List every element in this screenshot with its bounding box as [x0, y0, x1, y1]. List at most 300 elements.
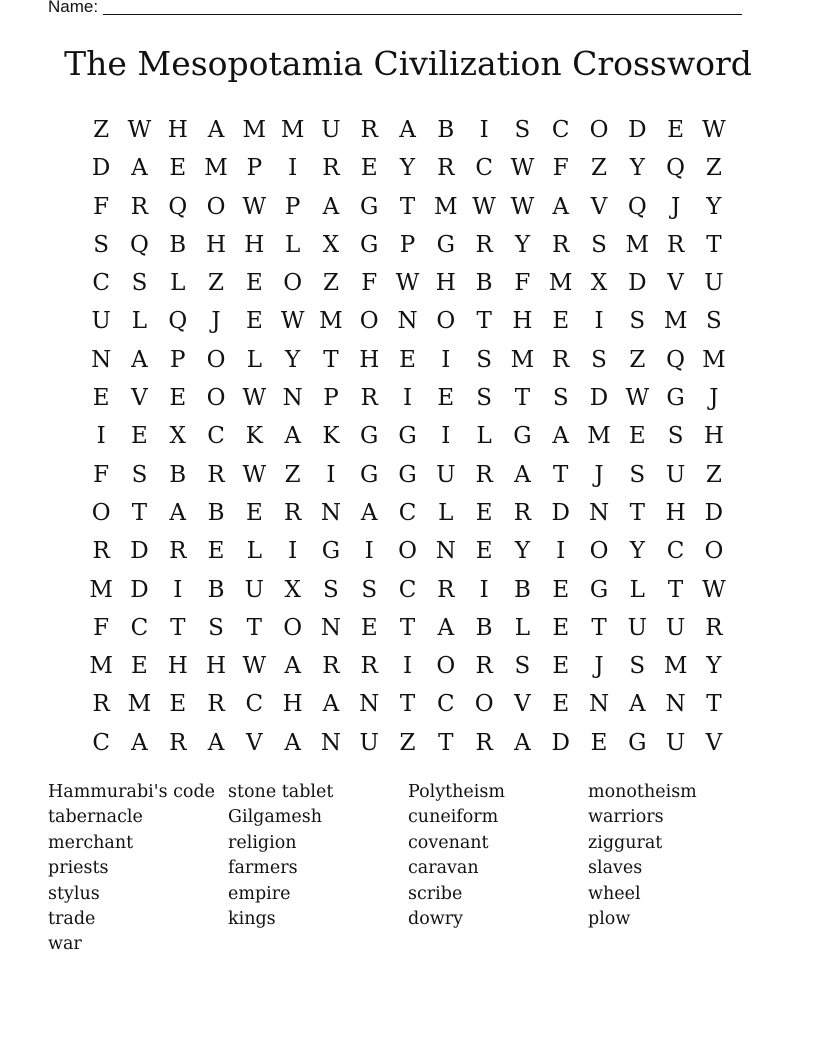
grid-cell[interactable]: E	[245, 308, 263, 335]
grid-cell[interactable]: P	[399, 231, 416, 258]
grid-cell[interactable]: K	[322, 423, 340, 450]
grid-cell[interactable]: A	[322, 193, 340, 220]
grid-cell[interactable]: Y	[399, 155, 416, 182]
grid-cell[interactable]: I	[479, 576, 489, 603]
grid-cell[interactable]: H	[167, 117, 188, 143]
grid-cell[interactable]: H	[359, 346, 380, 373]
grid-cell[interactable]: T	[553, 461, 569, 488]
grid-cell[interactable]: W	[395, 270, 420, 297]
grid-cell[interactable]: Q	[666, 155, 686, 182]
grid-cell[interactable]: R	[475, 231, 493, 258]
grid-cell[interactable]: Y	[514, 231, 530, 258]
grid-cell[interactable]: X	[169, 423, 186, 450]
grid-cell[interactable]: I	[556, 538, 566, 565]
grid-cell[interactable]: T	[438, 729, 454, 756]
grid-cell[interactable]: U	[244, 576, 265, 603]
grid-cell[interactable]: G	[321, 538, 341, 565]
grid-cell[interactable]: Z	[591, 155, 607, 182]
grid-cell[interactable]: S	[629, 461, 646, 488]
name-underline	[103, 14, 742, 15]
grid-cell[interactable]: W	[242, 653, 267, 680]
grid-cell[interactable]: T	[323, 346, 339, 373]
grid-cell[interactable]: V	[667, 270, 684, 297]
grid-cell[interactable]: L	[284, 231, 301, 258]
grid-cell[interactable]: W	[242, 461, 267, 488]
grid-cell[interactable]: E	[131, 653, 148, 680]
grid-cell[interactable]: C	[130, 614, 149, 641]
grid-cell[interactable]: P	[246, 155, 263, 182]
grid-cell[interactable]: W	[625, 385, 650, 412]
grid-cell[interactable]: E	[552, 691, 570, 718]
grid-cell[interactable]: A	[284, 729, 301, 756]
grid-cell[interactable]: R	[666, 231, 685, 258]
grid-cell[interactable]: I	[173, 576, 183, 603]
grid-cell[interactable]: D	[130, 538, 149, 565]
grid-cell[interactable]: H	[206, 653, 227, 680]
grid-cell[interactable]: D	[704, 499, 724, 526]
word-list-item: merchant	[48, 832, 134, 853]
grid-cell[interactable]: W	[510, 155, 535, 182]
grid-cell[interactable]: S	[591, 231, 607, 258]
grid-cell[interactable]: I	[364, 538, 374, 565]
grid-cell[interactable]: G	[360, 461, 379, 488]
grid-cell[interactable]: G	[360, 231, 379, 258]
grid-cell[interactable]: A	[207, 117, 225, 143]
grid-cell[interactable]: T	[706, 231, 722, 258]
grid-cell[interactable]: T	[667, 576, 684, 603]
grid-cell[interactable]: S	[476, 385, 492, 412]
grid-cell[interactable]: U	[704, 270, 724, 297]
grid-cell[interactable]: M	[319, 308, 343, 335]
grid-cell[interactable]: W	[242, 193, 267, 220]
grid-cell[interactable]: Y	[514, 538, 530, 565]
grid-cell[interactable]: S	[361, 576, 378, 603]
grid-cell[interactable]: S	[208, 614, 224, 641]
grid-cell[interactable]: I	[326, 461, 336, 488]
grid-cell[interactable]: N	[397, 308, 418, 335]
grid-cell[interactable]: L	[170, 270, 186, 297]
grid-cell[interactable]: B	[169, 231, 187, 258]
grid-cell[interactable]: X	[322, 231, 340, 258]
grid-cell[interactable]: N	[359, 691, 380, 718]
grid-cell[interactable]: V	[705, 729, 723, 756]
grid-cell[interactable]: E	[131, 423, 148, 450]
grid-cell[interactable]: Z	[705, 461, 722, 488]
grid-cell[interactable]: U	[665, 614, 686, 641]
grid-cell[interactable]: C	[245, 691, 264, 718]
grid-cell[interactable]: G	[398, 461, 417, 488]
grid-cell[interactable]: T	[399, 691, 416, 718]
grid-cell[interactable]: E	[169, 155, 187, 182]
grid-cell[interactable]: U	[321, 117, 341, 143]
grid-cell[interactable]: W	[510, 193, 535, 220]
word-list-item: warriors	[588, 807, 664, 828]
grid-cell[interactable]: M	[702, 346, 726, 373]
grid-cell[interactable]: E	[360, 155, 378, 182]
grid-cell[interactable]: R	[437, 155, 455, 182]
grid-cell[interactable]: J	[670, 193, 681, 220]
grid-cell[interactable]: R	[130, 193, 149, 220]
grid-cell[interactable]: E	[207, 538, 225, 565]
grid-cell[interactable]: S	[667, 423, 684, 450]
grid-cell[interactable]: W	[127, 117, 152, 143]
name-field[interactable]	[48, 0, 742, 19]
grid-cell[interactable]: S	[131, 461, 148, 488]
grid-cell[interactable]: A	[284, 653, 301, 680]
grid-cell[interactable]: T	[514, 385, 531, 412]
grid-cell[interactable]: A	[284, 423, 301, 450]
grid-cell[interactable]: Y	[706, 653, 722, 680]
grid-cell[interactable]: P	[323, 385, 339, 412]
grid-cell[interactable]: E	[475, 499, 493, 526]
grid-cell[interactable]: F	[93, 614, 110, 641]
grid-cell[interactable]: Q	[168, 308, 188, 335]
grid-cell[interactable]: O	[91, 499, 111, 526]
grid-cell[interactable]: C	[92, 270, 110, 297]
grid-cell[interactable]: E	[552, 576, 570, 603]
grid-cell[interactable]: J	[594, 653, 604, 680]
grid-cell[interactable]: U	[627, 614, 647, 641]
grid-cell[interactable]: N	[665, 691, 686, 718]
grid-cell[interactable]: M	[127, 691, 152, 718]
grid-cell[interactable]: M	[663, 653, 688, 680]
grid-cell[interactable]: N	[320, 614, 341, 641]
grid-cell[interactable]: Z	[208, 270, 225, 297]
grid-cell[interactable]: Q	[168, 193, 188, 220]
grid-cell[interactable]: C	[207, 423, 225, 450]
grid-cell[interactable]: E	[360, 614, 378, 641]
grid-cell[interactable]: C	[398, 499, 417, 526]
grid-cell[interactable]: A	[131, 729, 148, 756]
grid-cell[interactable]: I	[402, 385, 413, 412]
grid-cell[interactable]: M	[89, 576, 113, 603]
grid-cell[interactable]: N	[320, 729, 341, 756]
grid-cell[interactable]: R	[169, 538, 187, 565]
grid-cell[interactable]: T	[629, 499, 645, 526]
grid-cell[interactable]: Q	[130, 231, 149, 258]
grid-cell[interactable]: O	[436, 653, 456, 680]
grid-cell[interactable]: T	[591, 614, 607, 641]
grid-cell[interactable]: M	[204, 155, 228, 182]
grid-cell[interactable]: N	[282, 385, 303, 412]
grid-cell[interactable]: C	[92, 729, 110, 756]
grid-cell[interactable]: W	[702, 117, 726, 143]
grid-cell[interactable]: E	[552, 308, 570, 335]
grid-cell[interactable]: A	[131, 155, 148, 182]
grid-cell[interactable]: C	[437, 691, 455, 718]
word-list-item: Hammurabi's code	[48, 782, 216, 802]
grid-cell[interactable]: S	[514, 653, 531, 680]
grid-cell[interactable]: M	[587, 423, 611, 450]
grid-cell[interactable]: E	[92, 385, 110, 412]
grid-cell[interactable]: D	[551, 729, 570, 756]
grid-cell[interactable]: A	[207, 729, 225, 756]
grid-cell[interactable]: O	[474, 691, 494, 718]
grid-cell[interactable]: A	[514, 729, 531, 756]
grid-cell[interactable]: B	[437, 117, 455, 143]
grid-cell[interactable]: U	[436, 461, 456, 488]
grid-cell[interactable]: H	[665, 499, 686, 526]
grid-cell[interactable]: G	[436, 231, 455, 258]
grid-cell[interactable]: H	[282, 691, 303, 718]
grid-cell[interactable]: A	[169, 499, 187, 526]
word-list-item: tabernacle	[48, 807, 143, 828]
grid-cell[interactable]: L	[131, 308, 148, 335]
grid-cell[interactable]: J	[709, 385, 719, 412]
grid-cell[interactable]: C	[551, 117, 570, 143]
grid-cell[interactable]: R	[705, 614, 723, 641]
grid-cell[interactable]: F	[93, 193, 110, 220]
grid-cell[interactable]: A	[131, 346, 148, 373]
grid-cell[interactable]: U	[665, 461, 686, 488]
grid-cell[interactable]: S	[629, 308, 646, 335]
grid-cell[interactable]: H	[244, 231, 265, 258]
grid-cell[interactable]: L	[246, 538, 262, 565]
word-list-item: dowry	[408, 908, 463, 929]
grid-cell[interactable]: V	[246, 729, 263, 756]
grid-cell[interactable]: O	[436, 308, 456, 335]
grid-cell[interactable]: Z	[93, 117, 110, 143]
word-list-item: covenant	[408, 832, 489, 853]
grid-cell[interactable]: T	[170, 614, 186, 641]
grid-cell[interactable]: A	[552, 423, 570, 450]
grid-cell[interactable]: H	[435, 270, 456, 297]
grid-cell[interactable]: V	[514, 691, 531, 718]
grid-cell[interactable]: E	[169, 691, 187, 718]
grid-cell[interactable]: Y	[629, 155, 645, 182]
grid-cell[interactable]: R	[169, 729, 187, 756]
grid-cell[interactable]: F	[514, 270, 531, 297]
grid-cell[interactable]: G	[398, 423, 417, 450]
grid-cell[interactable]: N	[588, 691, 610, 718]
grid-cell[interactable]: T	[246, 614, 262, 641]
grid-cell[interactable]: K	[245, 423, 263, 450]
grid-cell[interactable]: E	[399, 346, 416, 373]
grid-cell[interactable]: H	[703, 423, 724, 450]
grid-cell[interactable]: R	[475, 729, 493, 756]
grid-cell[interactable]: H	[206, 231, 227, 258]
grid-cell[interactable]: E	[552, 653, 570, 680]
grid-cell[interactable]: R	[283, 499, 302, 526]
grid-cell[interactable]: E	[628, 423, 646, 450]
grid-cell[interactable]: D	[589, 385, 609, 412]
grid-cell[interactable]: M	[548, 270, 573, 297]
grid-cell[interactable]: S	[591, 346, 607, 373]
grid-cell[interactable]: R	[360, 653, 378, 680]
grid-cell[interactable]: O	[359, 308, 379, 335]
grid-cell[interactable]: J	[211, 308, 221, 335]
grid-cell[interactable]: I	[479, 117, 489, 143]
grid-cell[interactable]: E	[245, 270, 263, 297]
grid-cell[interactable]: Q	[627, 193, 647, 220]
grid-cell[interactable]: V	[131, 385, 148, 412]
grid-cell[interactable]: B	[207, 499, 225, 526]
grid-cell[interactable]: O	[398, 538, 417, 565]
grid-cell[interactable]: R	[360, 117, 378, 143]
grid-cell[interactable]: P	[170, 346, 186, 373]
grid-cell[interactable]: P	[284, 193, 301, 220]
grid-cell[interactable]: L	[246, 346, 262, 373]
grid-cell[interactable]: S	[93, 231, 110, 258]
grid-cell[interactable]: D	[628, 270, 647, 297]
grid-cell[interactable]: L	[629, 576, 645, 603]
grid-cell[interactable]: O	[283, 270, 303, 297]
grid-cell[interactable]: F	[552, 155, 569, 182]
grid-cell[interactable]: N	[91, 346, 112, 373]
grid-cell[interactable]: R	[322, 653, 340, 680]
grid-cell[interactable]: F	[93, 461, 110, 488]
grid-cell[interactable]: R	[207, 691, 225, 718]
grid-cell[interactable]: O	[206, 346, 226, 373]
grid-cell[interactable]: C	[666, 538, 685, 565]
grid-cell[interactable]: T	[706, 691, 722, 718]
grid-cell[interactable]: Z	[399, 729, 416, 756]
grid-cell[interactable]: S	[476, 346, 492, 373]
grid-cell[interactable]: I	[288, 538, 298, 565]
grid-cell[interactable]: H	[167, 653, 188, 680]
grid-cell[interactable]: A	[437, 614, 455, 641]
grid-cell[interactable]: R	[207, 461, 225, 488]
grid-cell[interactable]: B	[169, 461, 187, 488]
grid-cell[interactable]: O	[206, 193, 226, 220]
grid-cell[interactable]: B	[475, 270, 493, 297]
grid-cell[interactable]: Y	[629, 538, 645, 565]
grid-cell[interactable]: U	[91, 308, 111, 335]
grid-row	[82, 532, 734, 570]
grid-cell[interactable]: N	[320, 499, 341, 526]
grid-cell[interactable]: R	[92, 538, 110, 565]
grid-cell[interactable]: W	[280, 308, 305, 335]
grid-cell[interactable]: O	[589, 538, 609, 565]
grid-cell[interactable]: I	[288, 155, 298, 182]
grid-cell[interactable]: S	[131, 270, 148, 297]
grid-cell[interactable]: M	[510, 346, 535, 373]
grid-cell[interactable]: J	[594, 461, 604, 488]
grid-cell[interactable]: U	[359, 729, 379, 756]
grid-cell[interactable]: B	[475, 614, 493, 641]
grid-cell[interactable]: V	[590, 193, 608, 220]
grid-cell[interactable]: I	[441, 346, 451, 373]
grid-cell[interactable]: S	[629, 653, 646, 680]
grid-cell[interactable]: E	[590, 729, 608, 756]
grid-cell[interactable]: M	[663, 308, 688, 335]
grid-cell[interactable]: R	[322, 155, 340, 182]
grid-cell[interactable]: G	[360, 193, 379, 220]
grid-cell[interactable]: E	[667, 117, 684, 143]
grid-cell[interactable]: S	[552, 385, 569, 412]
grid-cell[interactable]: M	[242, 117, 267, 143]
grid-cell[interactable]: I	[96, 423, 106, 450]
grid-cell[interactable]: O	[704, 538, 724, 565]
grid-cell[interactable]: A	[628, 691, 646, 718]
grid-cell[interactable]: O	[589, 117, 609, 143]
grid-cell[interactable]: N	[435, 538, 456, 565]
grid-cell[interactable]: E	[475, 538, 493, 565]
grid-cell[interactable]: N	[588, 499, 610, 526]
grid-cell[interactable]: E	[552, 614, 570, 641]
grid-cell[interactable]: M	[280, 117, 305, 143]
grid-cell[interactable]: L	[476, 423, 492, 450]
grid-cell[interactable]: T	[399, 614, 416, 641]
grid-cell[interactable]: G	[513, 423, 532, 450]
grid-cell[interactable]: O	[206, 385, 226, 412]
grid-cell[interactable]: R	[552, 231, 570, 258]
grid-cell[interactable]: E	[437, 385, 455, 412]
grid-cell[interactable]: G	[589, 576, 609, 603]
grid-cell[interactable]: R	[437, 576, 455, 603]
grid-cell[interactable]: M	[625, 231, 650, 258]
grid-cell[interactable]: A	[322, 691, 340, 718]
grid-cell[interactable]: X	[284, 576, 301, 603]
grid-cell[interactable]: D	[130, 576, 149, 603]
grid-cell[interactable]: F	[361, 270, 378, 297]
grid-cell[interactable]: R	[475, 461, 493, 488]
grid-cell[interactable]: R	[92, 691, 110, 718]
grid-cell[interactable]: G	[360, 423, 379, 450]
grid-cell[interactable]: T	[131, 499, 148, 526]
grid-cell[interactable]: I	[402, 653, 413, 680]
grid-cell[interactable]: Z	[705, 155, 722, 182]
grid-cell[interactable]: Y	[706, 193, 722, 220]
word-list-item: Gilgamesh	[228, 807, 323, 828]
grid-cell[interactable]: W	[702, 576, 726, 603]
grid-cell[interactable]: O	[283, 614, 303, 641]
grid-cell[interactable]: T	[399, 193, 416, 220]
grid-cell[interactable]: L	[514, 614, 531, 641]
word-list-item: kings	[228, 908, 276, 929]
grid-cell[interactable]: L	[438, 499, 454, 526]
grid-cell[interactable]: H	[512, 308, 533, 335]
grid-cell[interactable]: D	[628, 117, 647, 143]
grid-cell[interactable]: Z	[322, 270, 339, 297]
grid-cell[interactable]: C	[475, 155, 493, 182]
grid-cell[interactable]: R	[360, 385, 378, 412]
grid-cell[interactable]: R	[513, 499, 532, 526]
grid-cell[interactable]: R	[475, 653, 493, 680]
grid-cell[interactable]: W	[472, 193, 496, 220]
grid-cell[interactable]: B	[513, 576, 531, 603]
grid-cell[interactable]: M	[89, 653, 113, 680]
grid-cell[interactable]: B	[207, 576, 225, 603]
grid-cell[interactable]: I	[594, 308, 604, 335]
grid-cell[interactable]: U	[665, 729, 686, 756]
grid-cell[interactable]: Z	[629, 346, 646, 373]
grid-cell[interactable]: G	[628, 729, 647, 756]
grid-cell[interactable]: D	[91, 155, 111, 182]
grid-cell[interactable]: W	[242, 385, 267, 412]
grid-cell[interactable]: A	[360, 499, 378, 526]
grid-cell[interactable]: C	[398, 576, 417, 603]
grid-cell[interactable]: A	[399, 117, 416, 143]
grid-cell[interactable]: E	[169, 385, 187, 412]
grid-cell[interactable]: E	[245, 499, 263, 526]
grid-cell[interactable]: S	[323, 576, 339, 603]
grid-cell[interactable]: S	[514, 117, 531, 143]
grid-cell[interactable]: Y	[285, 346, 301, 373]
grid-cell[interactable]: R	[552, 346, 570, 373]
grid-cell[interactable]: M	[434, 193, 458, 220]
grid-cell[interactable]: T	[476, 308, 492, 335]
grid-cell[interactable]: A	[552, 193, 570, 220]
grid-cell[interactable]: D	[551, 499, 570, 526]
grid-cell[interactable]: I	[441, 423, 451, 450]
grid-cell[interactable]: Z	[284, 461, 301, 488]
grid-cell[interactable]: G	[666, 385, 685, 412]
grid-cell[interactable]: A	[514, 461, 531, 488]
grid-cell[interactable]: S	[706, 308, 722, 335]
grid-cell[interactable]: X	[590, 270, 608, 297]
grid-cell[interactable]: Q	[666, 346, 686, 373]
